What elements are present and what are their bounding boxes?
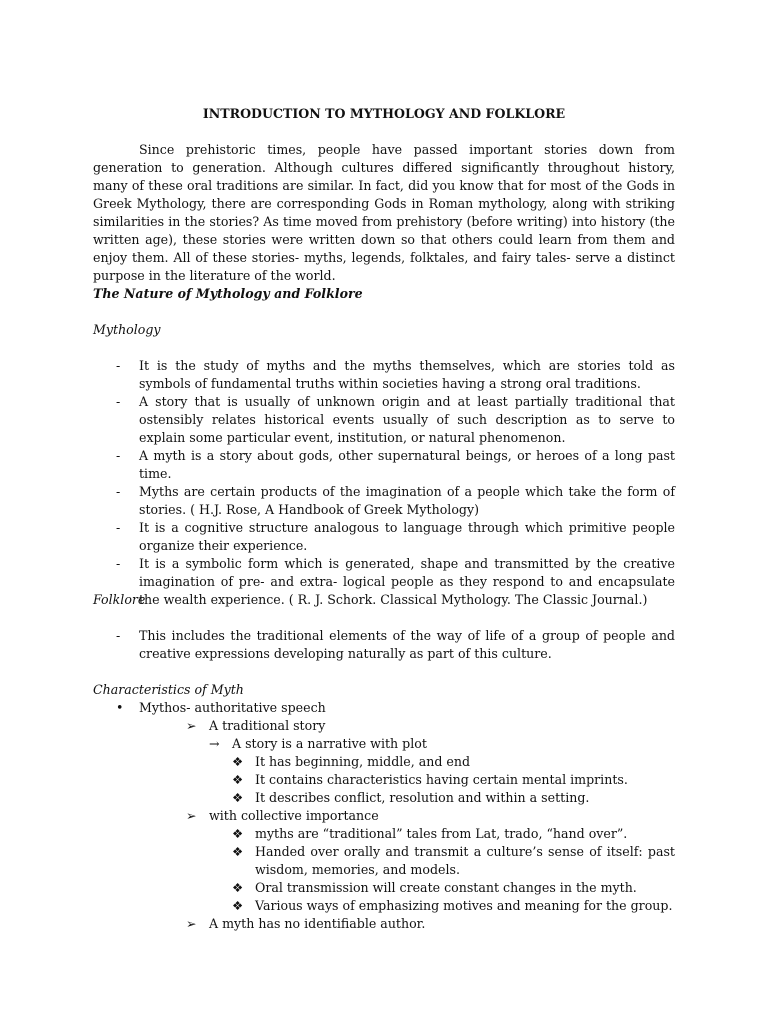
folklore-heading: Folklore [93, 592, 146, 607]
dash-bullet: - [116, 394, 121, 409]
outline-text: A myth has no identifiable author. [209, 916, 426, 931]
list-item [93, 555, 675, 609]
section-heading: The Nature of Mythology and Folklore [93, 286, 363, 301]
diamond-bullet-icon: ❖ [232, 898, 244, 913]
list-item-text: Myths are certain products of the imagination of a people which take the form of stories. ( H.J. Rose, A Handbook of Greek Mythology) [139, 484, 675, 517]
list-item [93, 519, 675, 555]
outline-text: Various ways of emphasizing motives and meaning for the group. [255, 898, 673, 913]
arrowhead-bullet-icon: ➢ [186, 808, 197, 823]
intro-paragraph-text: Since prehistoric times, people have passed important stories down from generation to generation. Although cultures differed significantly throughout history, many of these oral traditions are similar. In fact, did you know that for most of the Gods in Greek Mythology, there are corresponding Gods in Roman mythology, along with striking similarities in the stories? As time moved from prehistory (before writing) into history (the written age), these stories were written down so that others could learn from them and enjoy them. All of these stories- myths, legends, folktales, and fairy tales- serve a distinct purpose in the literature of the world. [93, 142, 675, 283]
dash-bullet: - [116, 358, 121, 373]
document-title: INTRODUCTION TO MYTHOLOGY AND FOLKLORE [202, 106, 566, 121]
list-item [93, 483, 675, 519]
outline-text: Mythos- authoritative speech [139, 700, 326, 715]
outline-text: It contains characteristics having certain mental imprints. [255, 772, 628, 787]
diamond-bullet-icon: ❖ [232, 772, 244, 787]
list-item-text: It is a cognitive structure analogous to language through which primitive people organize their experience. [139, 520, 675, 553]
list-item-text: A story that is usually of unknown origin and at least partially traditional that ostensibly relates historical events usually of such description as to serve to explain some particular event, institution, or natural phenomenon. [139, 394, 675, 445]
outline-text: It describes conflict, resolution and within a setting. [255, 790, 590, 805]
list-item-text: It is the study of myths and the myths themselves, which are stories told as symbols of fundamental truths within societies having a strong oral traditions. [139, 358, 675, 391]
diamond-bullet-icon: ❖ [232, 790, 244, 805]
dash-bullet: - [116, 628, 121, 643]
outline-level4-item [93, 897, 675, 915]
list-item [93, 357, 675, 393]
outline-level2-item [93, 717, 675, 735]
bullet-dot: • [116, 700, 124, 715]
outline-level4-item [93, 771, 675, 789]
outline-text: with collective importance [209, 808, 379, 823]
dash-bullet: - [116, 448, 121, 463]
arrowhead-bullet-icon: ➢ [186, 916, 197, 931]
outline-text: A traditional story [209, 718, 326, 733]
outline-level4-item [93, 879, 675, 897]
intro-paragraph [93, 141, 675, 285]
diamond-bullet-icon: ❖ [232, 880, 244, 895]
outline-text: It has beginning, middle, and end [255, 754, 471, 769]
dash-bullet: - [116, 520, 121, 535]
list-item [93, 393, 675, 447]
outline-level4-item [93, 843, 675, 879]
outline-text: Oral transmission will create constant changes in the myth. [255, 880, 637, 895]
outline-text: Handed over orally and transmit a culture’s sense of itself: past wisdom, memories, and models. [255, 844, 675, 877]
diamond-bullet-icon: ❖ [232, 826, 244, 841]
diamond-bullet-icon: ❖ [232, 754, 244, 769]
arrow-bullet-icon: → [209, 736, 220, 751]
dash-bullet: - [116, 484, 121, 499]
list-item-text: This includes the traditional elements of the way of life of a group of people and creative expressions developing naturally as part of this culture. [139, 628, 675, 661]
diamond-bullet-icon: ❖ [232, 844, 244, 859]
mythology-heading: Mythology [93, 322, 161, 337]
outline-level4-item [93, 789, 675, 807]
list-item-text: A myth is a story about gods, other supernatural beings, or heroes of a long past time. [139, 448, 675, 481]
outline-level2-item [93, 915, 675, 933]
arrowhead-bullet-icon: ➢ [186, 718, 197, 733]
characteristics-outline [93, 699, 675, 933]
outline-level4-item [93, 825, 675, 843]
list-item [93, 627, 675, 663]
outline-text: myths are “traditional” tales from Lat, trado, “hand over”. [255, 826, 628, 841]
outline-level1-item [93, 699, 675, 717]
characteristics-heading: Characteristics of Myth [93, 682, 244, 697]
dash-bullet: - [116, 556, 121, 571]
mythology-list [93, 357, 675, 609]
outline-level3-item [93, 735, 675, 753]
outline-level4-item [93, 753, 675, 771]
list-item-text: It is a symbolic form which is generated, shape and transmitted by the creative imagination of pre- and extra- logical people as they respond to and encapsulate the wealth experience. ( R. J. Schork. Classical Mythology. The Classic Journal.) [139, 556, 675, 607]
outline-level2-item [93, 807, 675, 825]
folklore-list [93, 627, 675, 663]
outline-text: A story is a narrative with plot [232, 736, 427, 751]
list-item [93, 447, 675, 483]
